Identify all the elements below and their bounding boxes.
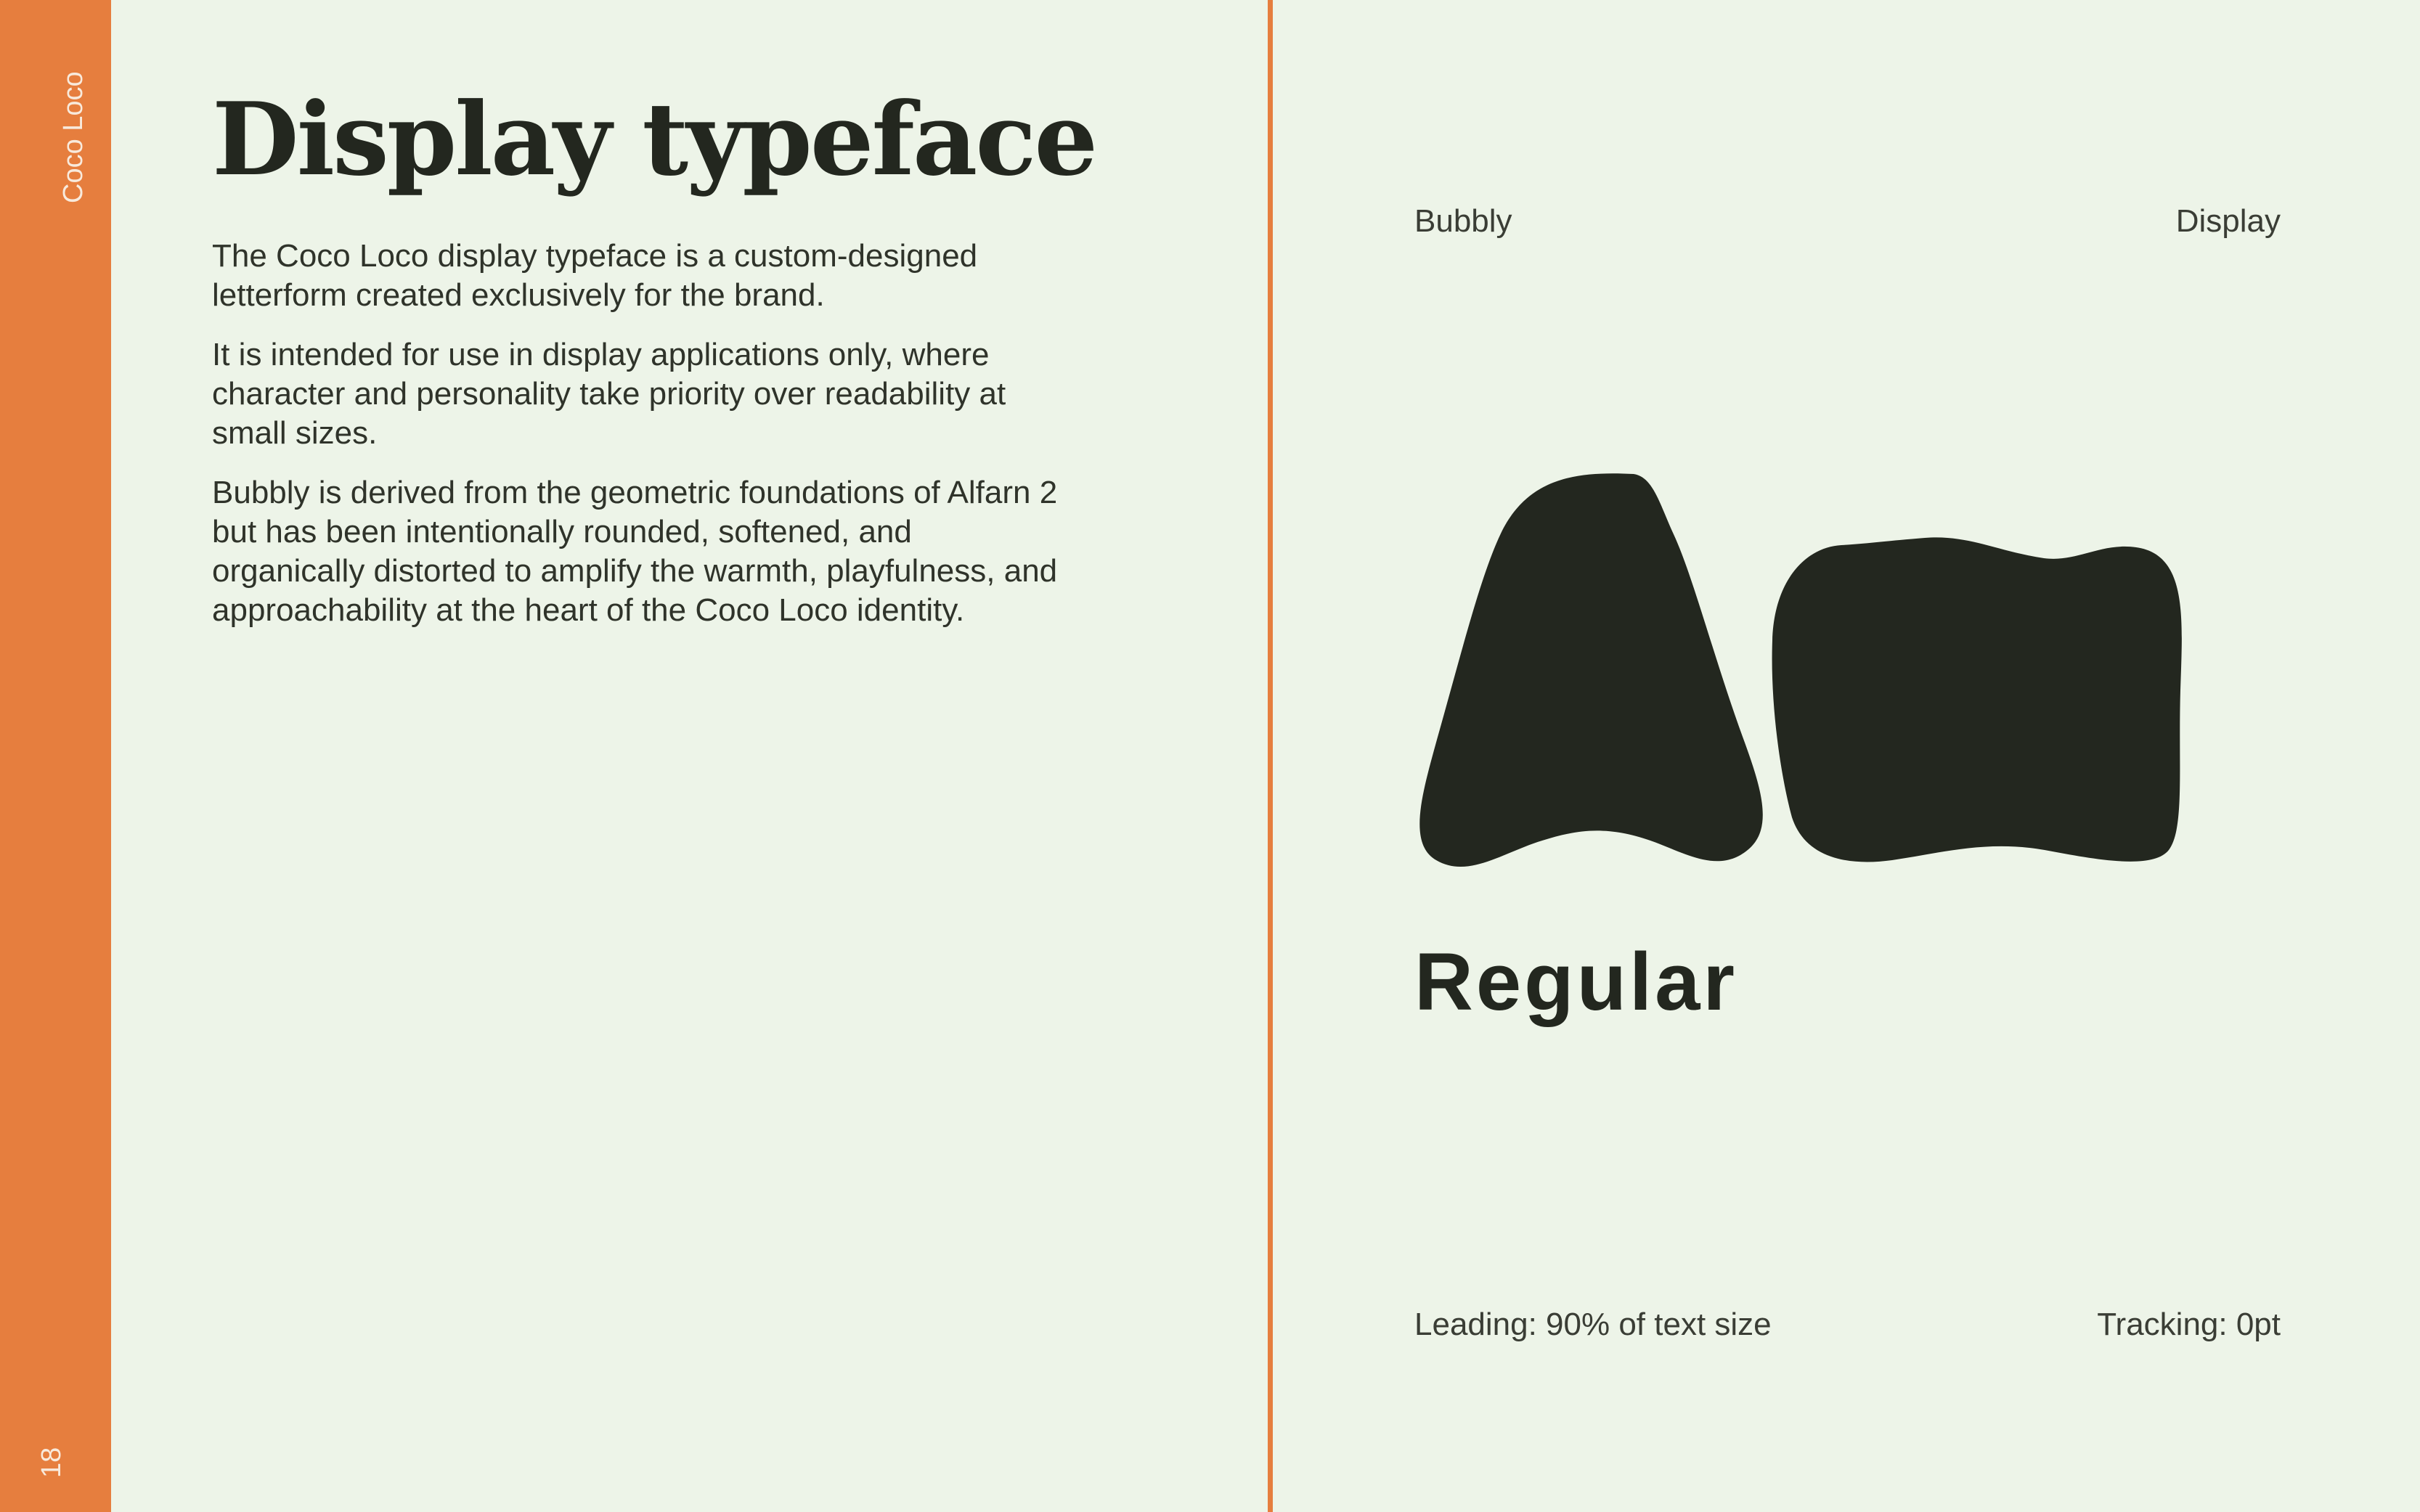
bubbly-aa-specimen-icon	[1409, 465, 2193, 871]
tracking-spec: Tracking: 0pt	[2097, 1307, 2281, 1342]
description-paragraph-3: Bubbly is derived from the geometric foundations of Alfarn 2 but has been intentionally rounded, softened, and organically distorted to amplify the warmth, playfulness, and approachability at the heart of the Coco Loco identity.	[212, 475, 1058, 628]
brand-name: Coco Loco	[58, 71, 89, 203]
page-divider	[1268, 0, 1273, 1512]
page-number: 18	[36, 1447, 67, 1478]
typeface-name: Bubbly	[1414, 203, 1512, 239]
leading-spec: Leading: 90% of text size	[1414, 1307, 1772, 1342]
description-paragraph-1: The Coco Loco display typeface is a custom-designed letterform created exclusively for the brand.	[212, 238, 978, 313]
sidebar	[0, 0, 111, 1512]
typeface-weight: Regular	[1414, 936, 1737, 1027]
description	[212, 237, 1069, 650]
page-title: Display typeface	[212, 80, 1096, 198]
specimen-lowercase-a	[1772, 537, 2182, 862]
description-paragraph-2: It is intended for use in display applications only, where character and personality take priority over readability at small sizes.	[212, 337, 1006, 451]
specimen-uppercase-a	[1419, 473, 1763, 867]
typeface-category: Display	[2175, 203, 2281, 239]
